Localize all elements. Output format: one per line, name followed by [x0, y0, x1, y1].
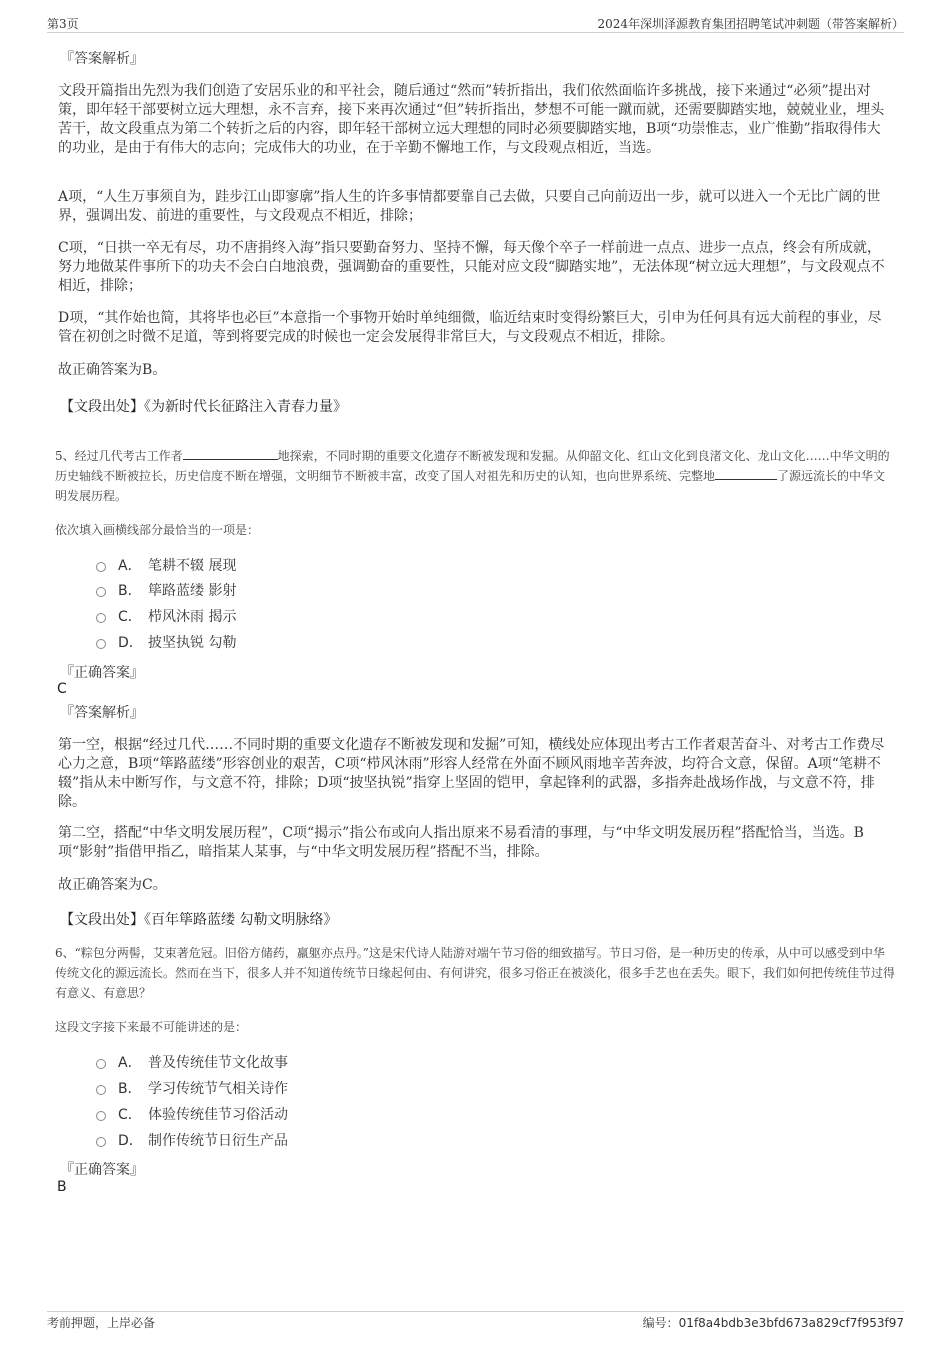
radio-icon[interactable] [96, 639, 106, 649]
footer-slogan: 考前押题，上岸必备 [47, 1316, 156, 1330]
source-citation: 【文段出处】《百年筚路蓝缕 勾勒文明脉络》 [60, 912, 338, 928]
option-a[interactable]: A． 普及传统佳节文化故事 [96, 1053, 288, 1073]
option-a[interactable]: A． 笔耕不辍 展现 [96, 556, 236, 576]
option-c[interactable]: C． 栉风沐雨 揭示 [96, 607, 236, 627]
option-d[interactable]: D． 披坚执锐 勾勒 [96, 633, 236, 653]
source-citation: 【文段出处】《为新时代长征路注入青春力量》 [60, 399, 347, 415]
serial-number: 编号：01f8a4bdb3e3bfd673a829cf7f953f97 [642, 1316, 904, 1330]
option-c[interactable]: C． 体验传统佳节习俗活动 [96, 1105, 288, 1125]
analysis-conclusion: 故正确答案为B。 [58, 362, 167, 378]
correct-answer: C [57, 681, 67, 697]
document-title: 2024年深圳泽源教育集团招聘笔试冲刺题（带答案解析） [597, 17, 904, 31]
question-5-prompt: 依次填入画横线部分最恰当的一项是： [55, 523, 260, 537]
radio-icon[interactable] [96, 587, 106, 597]
analysis-paragraph: C项，“日拱一卒无有尽，功不唐捐终入海”指只要勤奋努力、坚持不懈，每天像个卒子一样前进一点点、进步一点点，终会有所成就，努力地做某件事所下的功夫不会白白地浪费，强调勤奋的重要性，只能对应文段“脚踏实地”，无法体现“树立远大理想”，与文段观点不相近，排除； [58, 240, 885, 294]
stem-text: 5、经过几代考古工作者 [55, 449, 183, 463]
page-number: 第3页 [47, 17, 79, 31]
fill-blank-1 [183, 447, 278, 460]
correct-answer-label: 『正确答案』 [60, 1162, 144, 1178]
analysis-conclusion: 故正确答案为C。 [58, 877, 167, 893]
analysis-label: 『答案解析』 [60, 51, 144, 67]
radio-icon[interactable] [96, 1137, 106, 1147]
radio-icon[interactable] [96, 1111, 106, 1121]
radio-icon[interactable] [96, 1085, 106, 1095]
analysis-paragraph: 第一空，根据“经过几代……不同时期的重要文化遗存不断被发现和发掘”可知，横线处应体现出考古工作者艰苦奋斗、对考古工作费尽心力之意，B项“筚路蓝缕”形容创业的艰苦，C项“栉风沐雨”形容人经常在外面不顾风雨地辛苦奔波，均符合文意，保留。A项“笔耕不辍”指从未中断写作，与文意不符，排除；D项“披坚执锐”指穿上坚固的铠甲，拿起锋利的武器，多指奔赴战场作战，与文意不符，排除。 [58, 737, 885, 810]
radio-icon[interactable] [96, 613, 106, 623]
analysis-paragraph: 文段开篇指出先烈为我们创造了安居乐业的和平社会，随后通过“然而”转折指出，我们依然面临许多挑战，接下来通过“必须”提出对策，即年轻干部要树立远大理想，永不言弃，接下来再次通过“但”转折指出，梦想不可能一蹴而就，还需要脚踏实地，兢兢业业，埋头苦干，故文段重点为第二个转折之后的内容，即年轻干部树立远大理想的同时必须要脚踏实地，B项“功崇惟志，业广惟勤”指取得伟大的功业，是由于有伟大的志向；完成伟大的功业，在于辛勤不懈地工作，与文段观点相近，当选。 [58, 83, 885, 156]
question-6-stem: 6、“粽包分两髻，艾束著危冠。旧俗方储药，羸躯亦点丹。”这是宋代诗人陆游对端午节习俗的细致描写。节日习俗，是一种历史的传承，从中可以感受到中华传统文化的源远流长。然而在当下，很多人并不知道传统节日缘起何由、有何讲究，很多习俗正在被淡化，很多手艺也在丢失。眼下，我们如何把传统佳节过得有意义、有意思？ [55, 946, 896, 1000]
analysis-paragraph: 第二空，搭配“中华文明发展历程”，C项“揭示”指公布或向人指出原来不易看清的事理，与“中华文明发展历程”搭配恰当，当选。B项“影射”指借甲指乙，暗指某人某事，与“中华文明发展历程”搭配不当，排除。 [58, 825, 864, 860]
option-d[interactable]: D． 制作传统节日衍生产品 [96, 1131, 288, 1151]
option-b[interactable]: B． 学习传统节气相关诗作 [96, 1079, 288, 1099]
option-b[interactable]: B． 筚路蓝缕 影射 [96, 581, 236, 601]
stem-text: 地探索，不同时期的重要文化遗存不断被发现和发掘。从仰韶文化、红山文化到良渚文化、龙山文化……中华文明的历史轴线不断被拉长，历史信度不断在增强，文明细节不断被丰富，改变了国人对祖先和历史的认知，也向世界系统、完整地 [55, 449, 890, 483]
analysis-paragraph: D项，“其作始也简，其将毕也必巨”本意指一个事物开始时单纯细微，临近结束时变得纷繁巨大，引申为任何具有远大前程的事业，尽管在初创之时微不足道，等到将要完成的时候也一定会发展得非常巨大，与文段观点不相近，排除。 [58, 310, 882, 345]
page-header [47, 12, 904, 33]
analysis-paragraph: A项，“人生万事须自为，跬步江山即寥廓”指人生的许多事情都要靠自己去做，只要自己向前迈出一步，就可以进入一个无比广阔的世界，强调出发、前进的重要性，与文段观点不相近，排除； [58, 189, 881, 224]
correct-answer: B [57, 1179, 67, 1195]
radio-icon[interactable] [96, 562, 106, 572]
question-5-stem [55, 446, 895, 506]
radio-icon[interactable] [96, 1059, 106, 1069]
fill-blank-2 [715, 467, 777, 480]
stem-text: 了源远流长的中华文明发展历程。 [55, 469, 886, 503]
page-footer [47, 1311, 904, 1330]
question-6-prompt: 这段文字接下来最不可能讲述的是： [55, 1020, 248, 1034]
analysis-label: 『答案解析』 [60, 705, 144, 721]
correct-answer-label: 『正确答案』 [60, 665, 144, 681]
